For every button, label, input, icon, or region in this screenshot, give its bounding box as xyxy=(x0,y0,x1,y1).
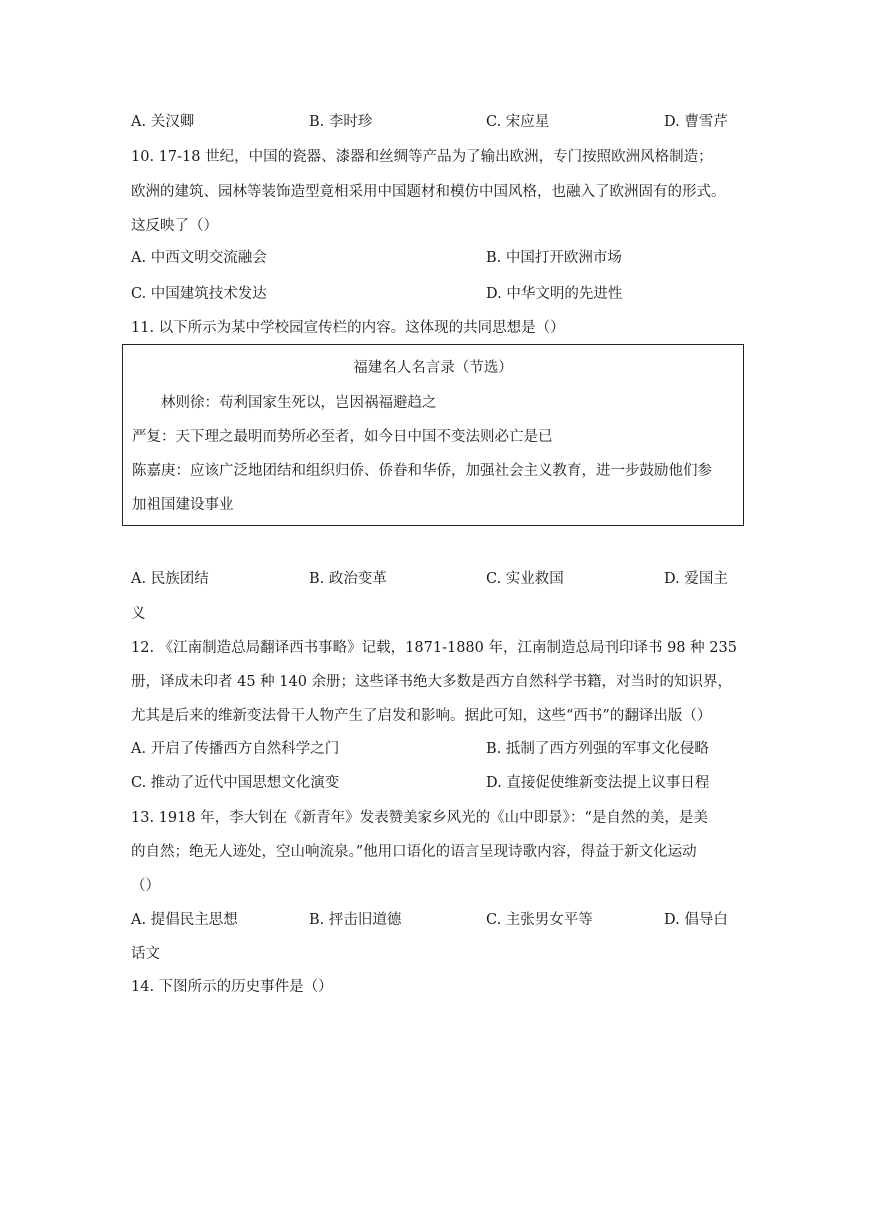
q12-option-a: A. 开启了传播西方自然科学之门 xyxy=(131,741,340,757)
q9-option-a: A. 关汉卿 xyxy=(131,114,195,130)
q11-option-b: B. 政治变革 xyxy=(309,571,387,587)
q11-option-d: D. 爱国主 xyxy=(664,571,728,587)
q10-stem-line-3: 这反映了（） xyxy=(131,218,218,234)
q13-stem-line-3: （） xyxy=(131,878,160,894)
q11-option-d-wrap: 义 xyxy=(131,606,146,622)
q11-option-a: A. 民族团结 xyxy=(131,571,209,587)
q12-option-c: C. 推动了近代中国思想文化演变 xyxy=(131,775,340,791)
q13-stem-line-2: 的自然；绝无人迹处，空山响流泉。”他用口语化的语言呈现诗歌内容，得益于新文化运动 xyxy=(131,844,697,860)
q12-stem-line-3: 尤其是后来的维新变法骨干人物产生了启发和影响。据此可知，这些“西书”的翻译出版（） xyxy=(131,708,712,724)
q13-stem-line-1: 13. 1918 年，李大钊在《新青年》发表赞美家乡风光的《山中即景》：“是自然的美，是美 xyxy=(131,810,708,826)
q13-option-d: D. 倡导白 xyxy=(664,912,728,928)
q10-stem-line-2: 欧洲的建筑、园林等装饰造型竟相采用中国题材和模仿中国风格，也融入了欧洲固有的形式。 xyxy=(131,184,726,200)
q12-option-b: B. 抵制了西方列强的军事文化侵略 xyxy=(486,741,709,757)
q9-option-c: C. 宋应星 xyxy=(486,114,550,130)
q13-option-b: B. 抨击旧道德 xyxy=(309,912,402,928)
q10-option-a: A. 中西文明交流融会 xyxy=(131,250,267,266)
q10-option-c: C. 中国建筑技术发达 xyxy=(131,286,267,302)
quote-box-title: 福建名人名言录（节选） xyxy=(353,360,513,376)
q9-option-b: B. 李时珍 xyxy=(309,114,373,130)
quote-box xyxy=(122,344,744,526)
quote-lin-zexu: 林则徐：苟利国家生死以，岂因祸福避趋之 xyxy=(161,395,437,411)
q10-option-d: D. 中华文明的先进性 xyxy=(486,286,623,302)
q11-option-c: C. 实业救国 xyxy=(486,571,564,587)
q11-stem: 11. 以下所示为某中学校园宣传栏的内容。这体现的共同思想是（） xyxy=(131,320,565,336)
q12-stem-line-1: 12. 《江南制造总局翻译西书事略》记载，1871-1880 年，江南制造总局刊印译书 98 种 235 xyxy=(131,640,737,656)
q13-option-a: A. 提倡民主思想 xyxy=(131,912,238,928)
q12-stem-line-2: 册，译成未印者 45 种 140 余册；这些译书绝大多数是西方自然科学书籍，对当时的知识界， xyxy=(131,674,733,690)
q14-stem: 14. 下图所示的历史事件是（） xyxy=(131,979,333,995)
quote-chen-jiageng-line-2: 加祖国建设事业 xyxy=(132,497,234,513)
q10-option-b: B. 中国打开欧洲市场 xyxy=(486,250,622,266)
q12-option-d: D. 直接促使维新变法提上议事日程 xyxy=(486,775,710,791)
q13-option-c: C. 主张男女平等 xyxy=(486,912,593,928)
q9-option-d: D. 曹雪芹 xyxy=(664,114,728,130)
quote-chen-jiageng-line-1: 陈嘉庚：应该广泛地团结和组织归侨、侨眷和华侨，加强社会主义教育，进一步鼓励他们参 xyxy=(132,463,712,479)
q13-option-d-wrap: 话文 xyxy=(131,946,160,962)
quote-yan-fu: 严复：天下理之最明而势所必至者，如今日中国不变法则必亡是已 xyxy=(132,429,553,445)
q10-stem-line-1: 10. 17-18 世纪，中国的瓷器、漆器和丝绸等产品为了输出欧洲，专门按照欧洲风格制造； xyxy=(131,149,713,165)
